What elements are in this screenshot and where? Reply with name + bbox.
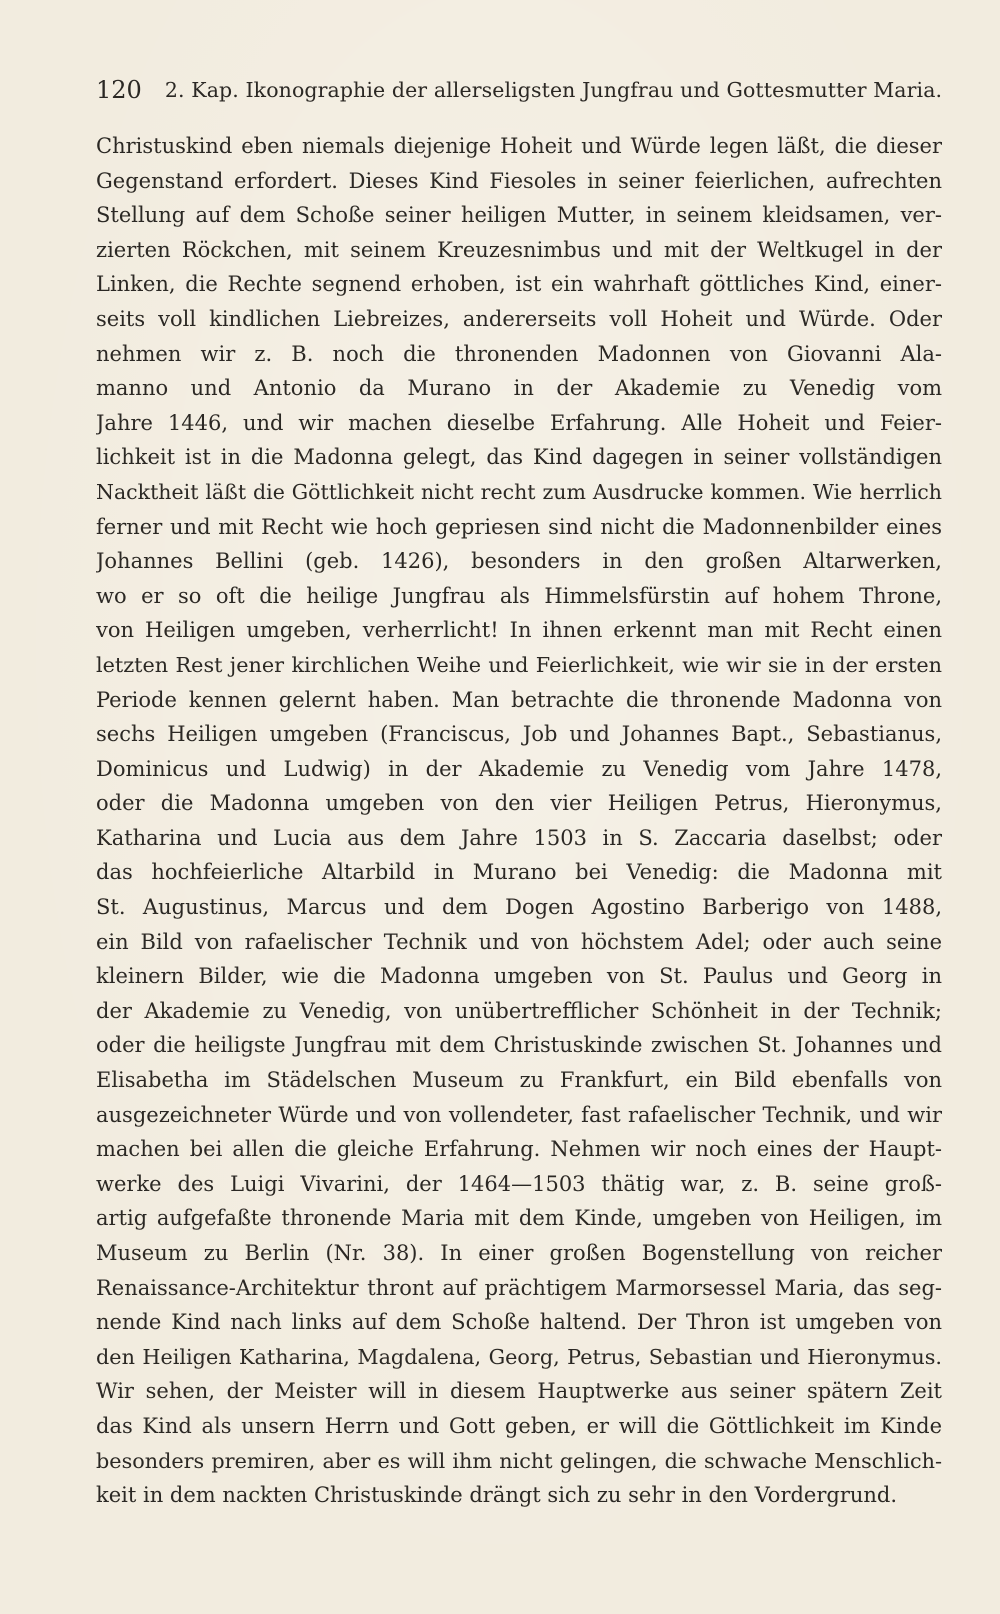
text-line: machen bei allen die gleiche Erfahrung. Nehmen wir noch eines der Haupt- [96,1137,942,1162]
text-line: oder die heiligste Jungfrau mit dem Christuskinde zwischen St. Johannes und [96,1033,942,1058]
text-line: sechs Heiligen umgeben (Franciscus, Job und Johannes Bapt., Sebastianus, [96,722,942,747]
page-number: 120 [96,76,142,104]
text-line: Periode kennen gelernt haben. Man betrachte die thronende Madonna von [96,687,942,712]
text-line: St. Augustinus, Marcus und dem Dogen Agostino Barberigo von 1488, [96,895,942,920]
text-line: von Heiligen umgeben, verherrlicht! In ihnen erkennt man mit Recht einen [96,618,942,643]
text-line: ein Bild von rafaelischer Technik und von höchstem Adel; oder auch seine [96,929,942,954]
text-line: Johannes Bellini (geb. 1426), besonders in den großen Altarwerken, [96,549,942,574]
text-line: Museum zu Berlin (Nr. 38). In einer großen Bogenstellung von reicher [96,1241,942,1265]
running-head: 2. Kap. Ikonographie der allerseligsten Jungfrau und Gottesmutter Maria. [164,78,943,102]
text-line: Wir sehen, der Meister will in diesem Hauptwerke aus seiner spätern Zeit [96,1379,942,1404]
text-line: seits voll kindlichen Liebreizes, andererseits voll Hoheit und Würde. Oder [96,306,942,331]
text-line: letzten Rest jener kirchlichen Weihe und Feierlichkeit, wie wir sie in der ersten [96,652,942,677]
text-line: oder die Madonna umgeben von den vier Heiligen Petrus, Hieronymus, [96,791,942,816]
text-line: Katharina und Lucia aus dem Jahre 1503 in S. Zaccaria daselbst; oder [96,825,942,850]
text-line: Linken, die Rechte segnend erhoben, ist ein wahrhaft göttliches Kind, einer- [96,272,942,297]
text-line: das Kind als unsern Herrn und Gott geben, er will die Göttlichkeit im Kinde [96,1413,942,1438]
text-line: ausgezeichneter Würde und von vollendeter, fast rafaelischer Technik, und wir [96,1102,942,1127]
text-line: Renaissance-Architektur thront auf prächtigem Marmorsessel Maria, das seg- [96,1275,942,1300]
page-header [96,72,943,108]
body-text [96,129,942,1513]
text-line: Elisabetha im Städelschen Museum zu Frankfurt, ein Bild ebenfalls von [96,1068,942,1093]
text-line: Jahre 1446, und wir machen dieselbe Erfahrung. Alle Hoheit und Feier- [96,410,942,435]
text-line: den Heiligen Katharina, Magdalena, Georg, Petrus, Sebastian und Hieronymus. [96,1344,942,1369]
text-line: keit in dem nackten Christuskinde drängt sich zu sehr in den Vordergrund. [96,1483,898,1508]
text-line: Gegenstand erfordert. Dieses Kind Fiesoles in seiner feierlichen, aufrechten [96,168,942,193]
text-line: Stellung auf dem Schoße seiner heiligen Mutter, in seinem kleidsamen, ver- [96,203,942,228]
text-line: kleinern Bilder, wie die Madonna umgeben von St. Paulus und Georg in [96,964,942,989]
text-line: besonders premiren, aber es will ihm nicht gelingen, die schwache Menschlich- [96,1448,942,1473]
text-line: artig aufgefaßte thronende Maria mit dem Kinde, umgeben von Heiligen, im [96,1206,942,1231]
text-line: Nacktheit läßt die Göttlichkeit nicht recht zum Ausdrucke kommen. Wie herrlich [96,479,942,504]
text-line: manno und Antonio da Murano in der Akademie zu Venedig vom [96,376,942,401]
text-line: zierten Röckchen, mit seinem Kreuzesnimbus und mit der Weltkugel in der [96,237,942,262]
text-line: nende Kind nach links auf dem Schoße haltend. Der Thron ist umgeben von [96,1310,942,1335]
text-line: nehmen wir z. B. noch die thronenden Madonnen von Giovanni Ala- [96,341,942,366]
text-line: wo er so oft die heilige Jungfrau als Himmelsfürstin auf hohem Throne, [96,583,942,608]
text-line: werke des Luigi Vivarini, der 1464—1503 thätig war, z. B. seine groß- [96,1171,942,1196]
text-line: ferner und mit Recht wie hoch gepriesen sind nicht die Madonnenbilder eines [96,514,942,539]
text-line: Dominicus und Ludwig) in der Akademie zu Venedig vom Jahre 1478, [96,756,942,781]
text-line: lichkeit ist in die Madonna gelegt, das Kind dagegen in seiner vollständigen [96,445,942,470]
text-line: das hochfeierliche Altarbild in Murano bei Venedig: die Madonna mit [96,860,942,885]
text-line: Christuskind eben niemals diejenige Hoheit und Würde legen läßt, die dieser [96,134,942,158]
text-line: der Akademie zu Venedig, von unübertrefflicher Schönheit in der Technik; [96,998,942,1023]
